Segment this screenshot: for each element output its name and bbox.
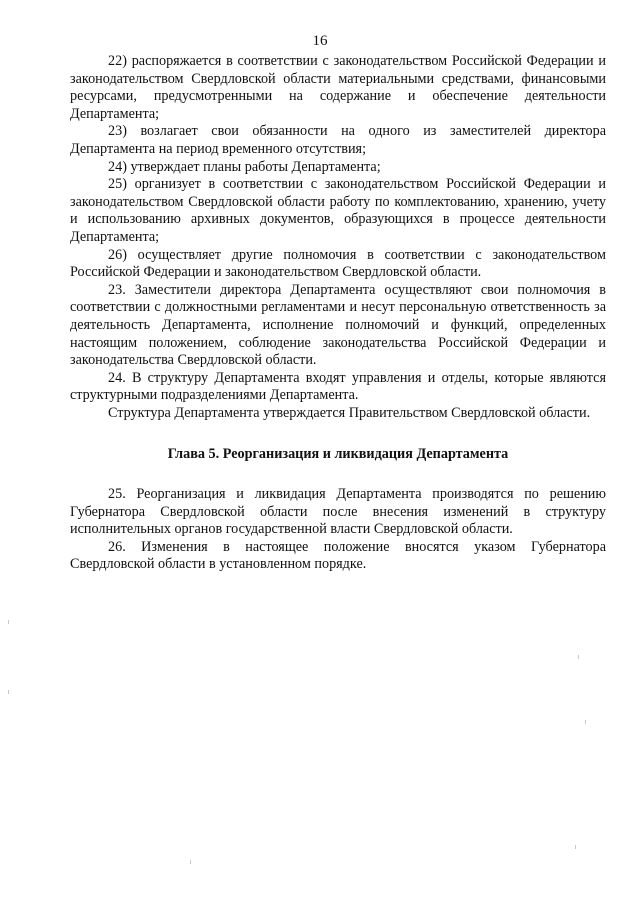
paragraph-clause-25: 25. Реорганизация и ликвидация Департамента производятся по решению Губернатора Свердловской области после внесения изменений в структуру исполнительных органов государственной власти Свердловской области. [70,486,606,538]
paragraph-structure: Структура Департамента утверждается Правительством Свердловской области. [108,404,591,421]
scan-artifact [8,690,9,694]
scan-artifact [578,655,579,659]
paragraph-item-25: 25) организует в соответствии с законодательством Российской Федерации и законодательством Свердловской области работу по комплектованию, хранению, учету и использованию архивных документов, образующихся в процессе деятельности Департамента; [70,176,606,245]
page-number: 16 [312,33,328,49]
scan-artifact [8,620,9,624]
chapter-title: Глава 5. Реорганизация и ликвидация Департамента [167,446,509,463]
paragraph-clause-23: 23. Заместители директора Департамента осуществляют свои полномочия в соответствии с должностными регламентами и несут персональную ответственность за деятельность Департамента, исполнение полномочий и функций, определенных настоящим положением, соблюдение законодательства Российской Федерации и законодательства Свердловской области. [70,281,606,369]
paragraph-clause-24: 24. В структуру Департамента входят управления и отделы, которые являются структурными подразделениями Департамента. [70,369,606,404]
paragraph-item-23: 23) возлагает свои обязанности на одного из заместителей директора Департамента на период временного отсутствия; [70,123,606,157]
paragraph-clause-26: 26. Изменения в настоящее положение вносятся указом Губернатора Свердловской области в установленном порядке. [70,538,606,573]
paragraph-item-26: 26) осуществляет другие полномочия в соответствии с законодательством Российской Федерации и законодательством Свердловской области. [70,246,606,281]
scan-artifact [190,860,191,864]
scan-artifact [585,720,586,724]
paragraph-item-22: 22) распоряжается в соответствии с законодательством Российской Федерации и законодательством Свердловской области материальными средствами, финансовыми ресурсами, предусмотренными на содержание и обеспечение деятельности Департамента; [70,53,606,122]
paragraph-item-24: 24) утверждает планы работы Департамента; [108,158,381,175]
scan-artifact [575,845,576,849]
document-body [70,53,606,574]
